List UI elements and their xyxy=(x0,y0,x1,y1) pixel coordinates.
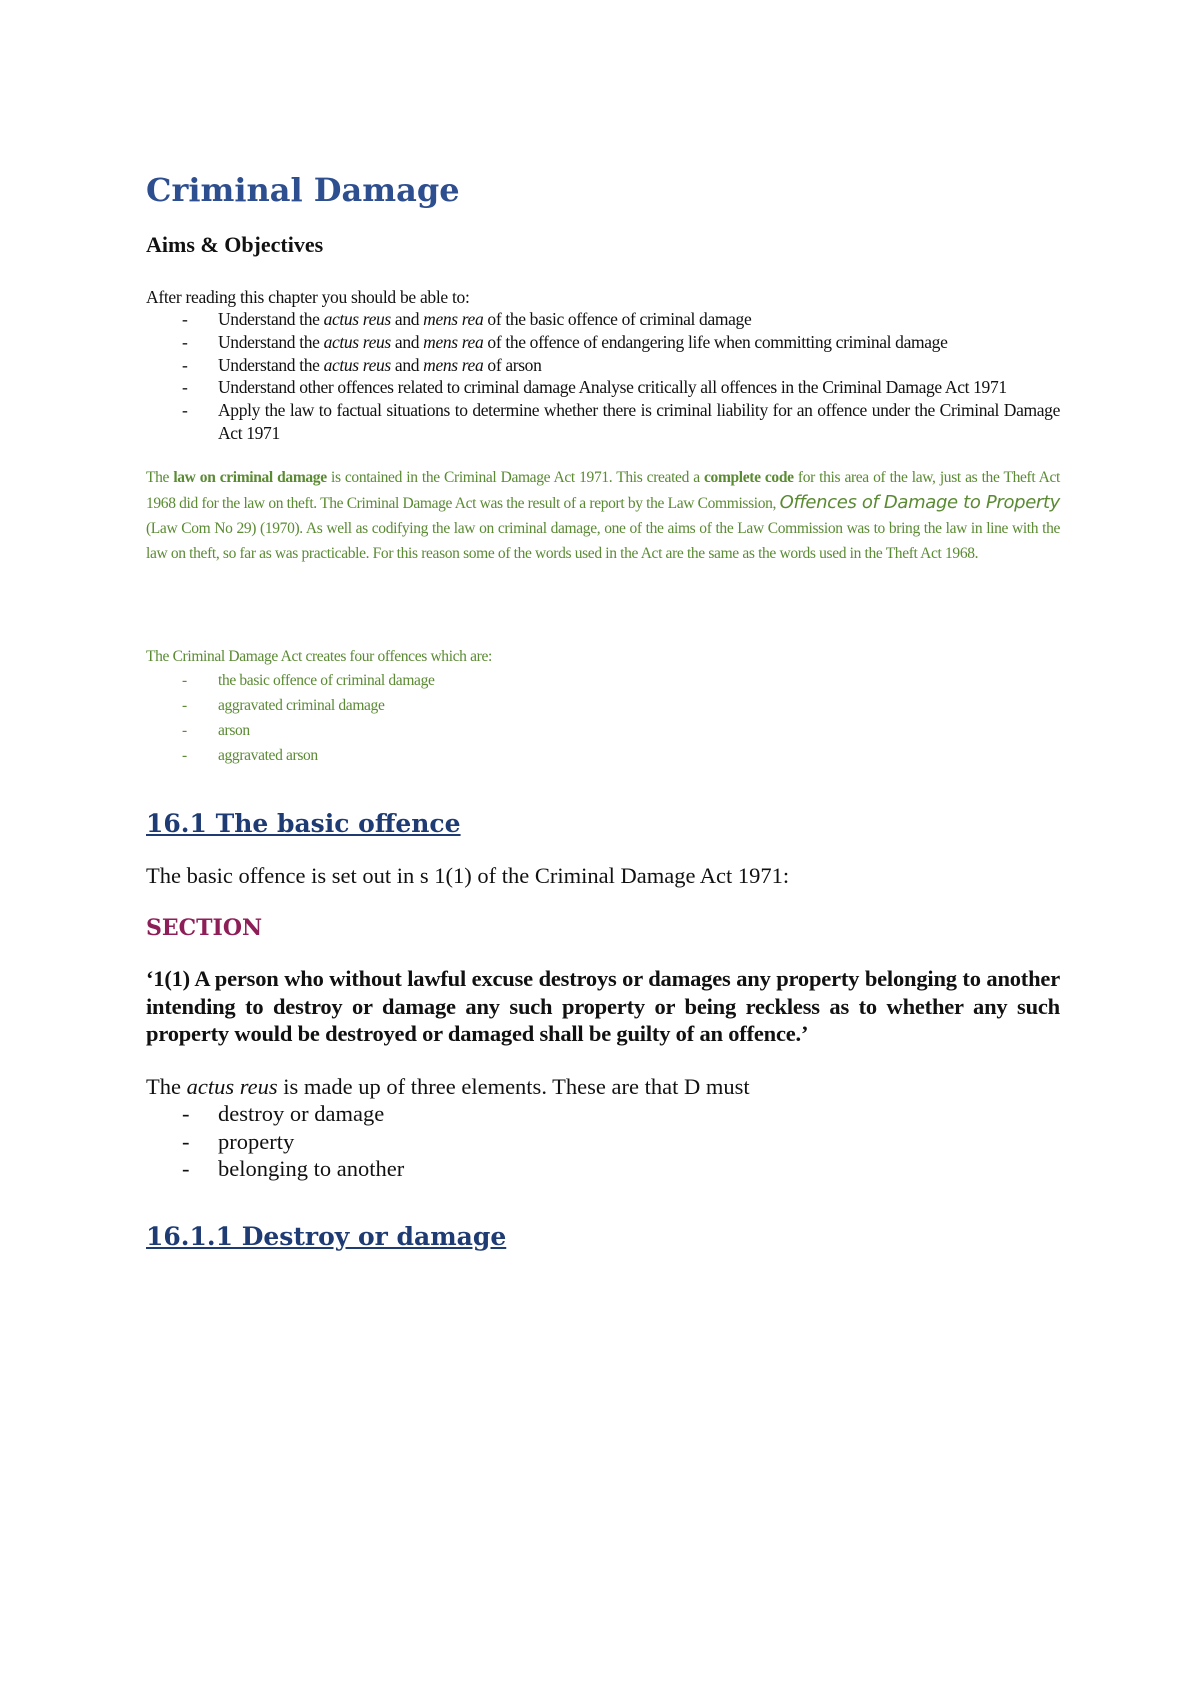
page-title: Criminal Damage xyxy=(146,171,460,209)
intro-text: After reading this chapter you should be able to: xyxy=(146,287,470,307)
list-item: - belonging to another xyxy=(182,1156,405,1182)
list-item: - the basic offence of criminal damage xyxy=(182,671,435,689)
heading-destroy-or-damage: 16.1.1 Destroy or damage xyxy=(146,1221,507,1251)
heading-basic-offence: 16.1 The basic offence xyxy=(146,808,461,838)
section-label: SECTION xyxy=(146,915,263,942)
list-item: - property xyxy=(182,1128,295,1154)
offences-list xyxy=(146,668,1060,768)
list-item: - aggravated criminal damage xyxy=(182,696,385,714)
list-item: - arson xyxy=(182,721,250,739)
list-item: - Understand other offences related to criminal damage Analyse critically all offences in the Criminal Damage Act 1971 xyxy=(182,377,1007,398)
actus-reus-intro: The actus reus is made up of three elements. These are that D must xyxy=(146,1073,750,1099)
four-offences-intro: The Criminal Damage Act creates four offences which are: xyxy=(146,647,492,665)
list-item: - Understand the actus reus and mens rea of arson xyxy=(182,354,542,375)
list-item: - Understand the actus reus and mens rea of the offence of endangering life when committing criminal damage xyxy=(182,331,948,352)
document-content xyxy=(146,170,1060,1253)
list-item: - Understand the actus reus and mens rea of the basic offence of criminal damage xyxy=(182,309,752,329)
aims-heading: Aims & Objectives xyxy=(146,232,324,257)
elements-list xyxy=(146,1100,1060,1183)
basic-offence-intro: The basic offence is set out in s 1(1) of the Criminal Damage Act 1971: xyxy=(146,862,790,888)
section-quote: ‘1(1) A person who without lawful excuse destroys or damages any property belonging to another intending to destroy or damage any such property or being reckless as to whether any such property would be destroyed or damaged shall be guilty of an offence.’ xyxy=(146,966,1060,1047)
list-item: - aggravated arson xyxy=(182,746,318,764)
list-item: - destroy or damage xyxy=(182,1101,385,1127)
list-item: - Apply the law to factual situations to determine whether there is criminal liability for an offence under the Criminal Damage Act 1971 xyxy=(182,400,1060,443)
objectives-list xyxy=(146,308,1060,445)
criminal-damage-act-paragraph: The law on criminal damage is contained in the Criminal Damage Act 1971. This created a complete code for this area of the law, just as the Theft Act 1968 did for the law on theft. The Criminal Damage Act was the result of a report by the Law Commission, Offences of Damage to Property (Law Com No 29) (1970). As well as codifying the law on criminal damage, one of the aims of the Law Commission was to bring the law in line with the law on theft, so far as was practicable. For this reason some of the words used in the Act are the same as the words used in the Theft Act 1968. xyxy=(146,468,1061,562)
